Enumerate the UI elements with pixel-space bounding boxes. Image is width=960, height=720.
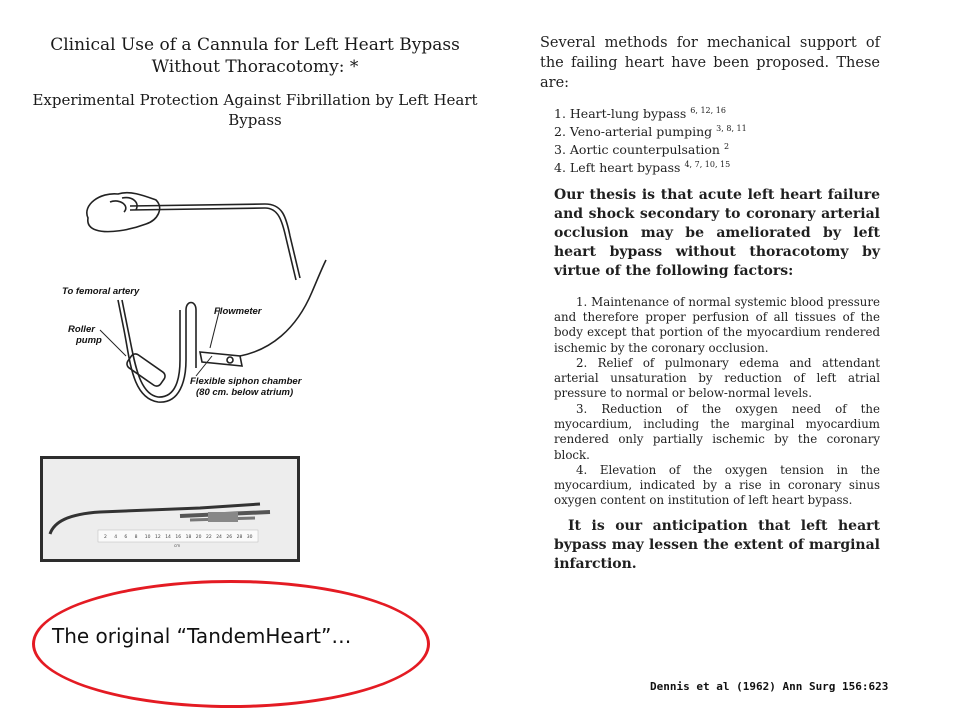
ruler-number: 20 — [195, 535, 202, 540]
conclusion-paragraph: It is our anticipation that left heart bypass may lessen the extent of marginal infarction. — [554, 517, 880, 572]
ruler-number: 30 — [246, 535, 253, 540]
ruler-number: 18 — [185, 535, 192, 540]
roller-pump — [125, 352, 167, 388]
ruler-number: 26 — [226, 535, 233, 540]
method-item: 2. Veno-arterial pumping $^{3, 8, 11}$ — [554, 124, 747, 140]
factor-item: 4. Elevation of the oxygen tension in the myocardium, indicated by a rise in coronary sinus oxygen content on institution of left heart bypass. — [554, 462, 880, 508]
bypass-circuit-diagram — [60, 180, 350, 420]
method-item: 3. Aortic counterpulsation $^2$ — [554, 142, 730, 158]
label-flowmeter: Flowmeter — [214, 306, 262, 317]
paper-titles — [20, 34, 490, 130]
ruler-number: 12 — [155, 535, 161, 540]
cannula-tube — [130, 204, 300, 278]
factors-list — [540, 295, 880, 509]
label-roller: Roller — [68, 324, 95, 335]
label-pump: pump — [76, 335, 102, 346]
ruler-number: 24 — [216, 535, 222, 540]
ruler-number: 2 — [104, 535, 107, 540]
cannula-photograph — [40, 456, 300, 562]
ruler-number: 14 — [165, 535, 171, 540]
factor-item: 1. Maintenance of normal systemic blood pressure and therefore proper perfusion of all tissues of the body except that portion of the myocardium rendered ischemic by the coronary occlusion. — [554, 294, 880, 355]
svg-text:24681012141618202224262830 — [104, 534, 253, 540]
ruler-number: 10 — [144, 535, 151, 540]
methods-list — [540, 103, 880, 176]
paper-excerpt — [540, 33, 880, 574]
ruler-number: 16 — [175, 535, 182, 540]
ruler-number: 22 — [206, 535, 212, 540]
ruler-number: 8 — [134, 535, 138, 540]
method-item: 4. Left heart bypass $^{4, 7, 10, 15}$ — [554, 160, 731, 176]
method-item: 1. Heart-lung bypass $^{6, 12, 16}$ — [554, 106, 726, 122]
factor-item: 2. Relief of pulmonary edema and attendant arterial unsaturation by reduction of left atrial pressure to normal or below-normal levels. — [554, 355, 880, 401]
label-siphon-chamber: Flexible siphon chamber — [190, 376, 302, 387]
tandemheart-callout-text: The original “TandemHeart”… — [52, 624, 352, 648]
paper-subtitle: Experimental Protection Against Fibrillation by Left Heart Bypass — [32, 91, 478, 129]
paper-title: Clinical Use of a Cannula for Left Heart Bypass Without Thoracotomy: * — [50, 35, 460, 77]
ruler-number: 6 — [124, 535, 128, 540]
ruler-number: 28 — [236, 535, 243, 540]
methods-intro: Several methods for mechanical support of the failing heart have been proposed. These are: — [540, 35, 880, 91]
ruler-unit: cm — [174, 543, 181, 548]
label-femoral-artery: To femoral artery — [62, 286, 140, 297]
photo-image — [40, 456, 300, 562]
factor-item: 3. Reduction of the oxygen need of the myocardium, including the marginal myocardium rendered only partially ischemic by the coronary block. — [554, 401, 880, 462]
citation: Dennis et al (1962) Ann Surg 156:623 — [650, 680, 889, 693]
thesis-paragraph: Our thesis is that acute left heart failure and shock secondary to coronary arterial occlusion may be ameliorated by left heart bypass without thoracotomy by virtue of the following factors: — [554, 186, 880, 279]
ruler-number: 4 — [114, 535, 118, 540]
label-siphon-height: (80 cm. below atrium) — [196, 387, 294, 398]
